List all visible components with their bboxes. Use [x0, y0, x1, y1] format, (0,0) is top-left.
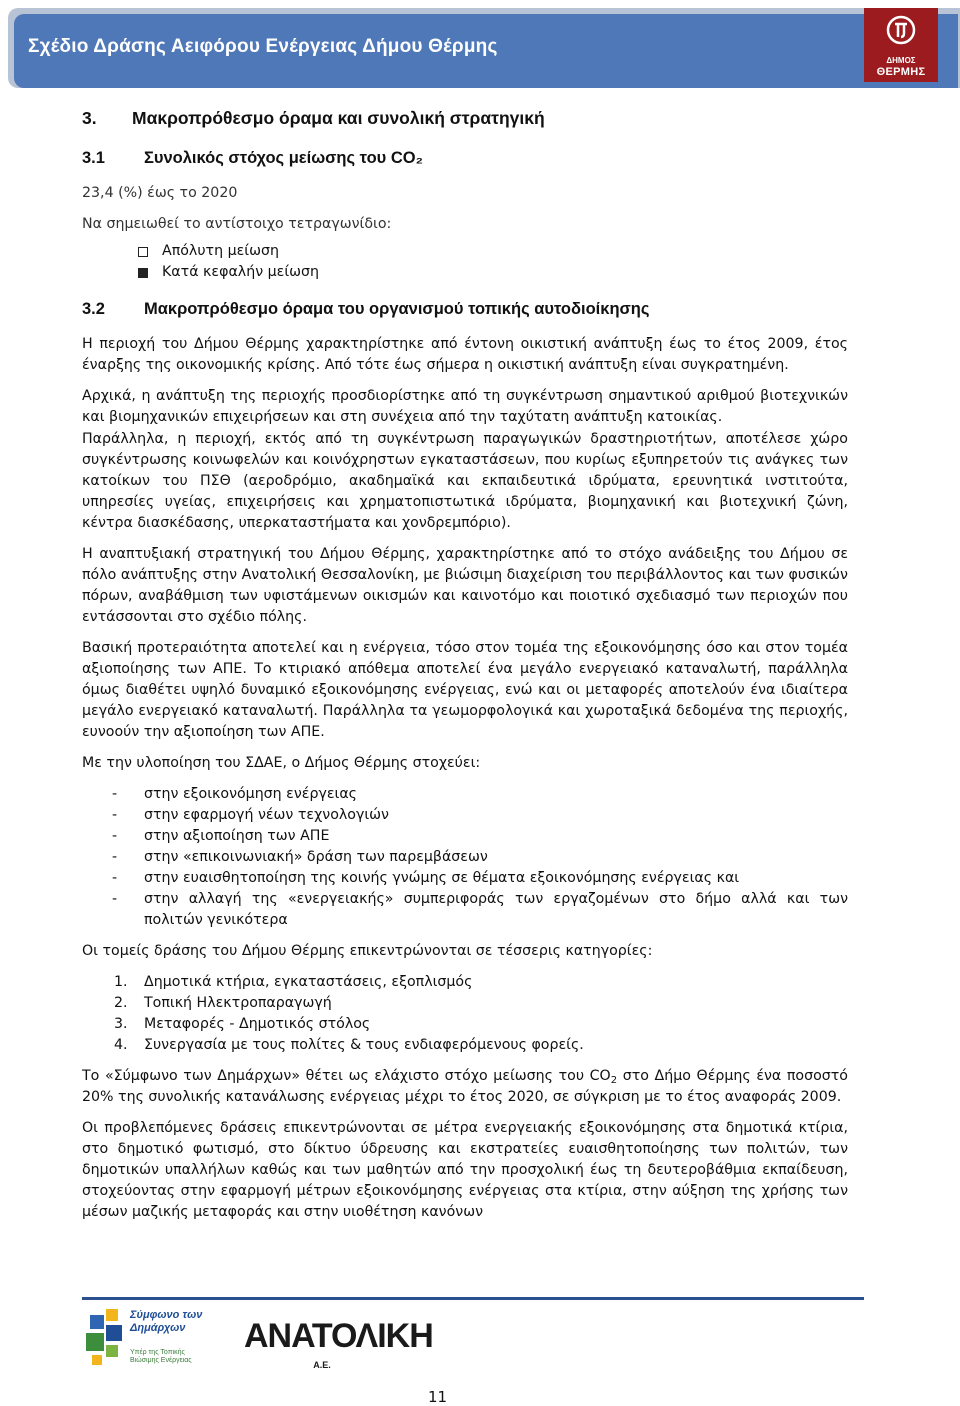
option-per-capita-reduction [82, 262, 848, 283]
list-number: 2. [114, 995, 128, 1011]
anatoliki-name: ΑΝΑΤΟΛΙΚΗ [244, 1317, 433, 1355]
list-item-text: στην αξιοποίηση των ΑΠΕ [144, 828, 330, 844]
list-item-text: Συνεργασία με τους πολίτες & τους ενδιαφερόμενους φορείς. [144, 1037, 584, 1053]
document-header-title: Σχέδιο Δράσης Αειφόρου Ενέργειας Δήμου Θέρμης [28, 36, 498, 57]
list-item [82, 826, 848, 847]
list-item-text: στην εξοικονόμηση ενέργειας [144, 786, 357, 802]
section-number: 3. [82, 108, 97, 128]
anatoliki-logo [244, 1316, 433, 1382]
list-item [82, 993, 848, 1014]
subscript-2: 2 [610, 1075, 618, 1086]
option-label: Κατά κεφαλήν μείωση [162, 264, 319, 280]
list-item [82, 847, 848, 868]
section-3-2-heading [82, 297, 848, 321]
paragraph: Οι προβλεπόμενες δράσεις επικεντρώνονται σε μέτρα ενεργειακής εξοικονόμησης στα δημοτικά κτίρια, στο δημοτικό φωτισμό, στο δίκτυο ύδρευσης και εκστρατείες ευαισθητοποίησης των πολιτών, των δημοτικών υπαλλήλων καθώς και των μαθητών από την προσχολική έως τη δευτεροβάθμια εκπαίδευση, στοχεύοντας στην εφαρμογή μέτρων εξοικονόμησης ενέργειας στα κτίρια, στην αύξηση της χρήσης των μέσων μαζικής μεταφοράς και στην υιοθέτηση κανόνων [82, 1120, 848, 1220]
covenant-name: Σύμφωνο των Δημάρχων [130, 1309, 203, 1334]
list-item [82, 889, 848, 931]
empty-checkbox-icon [138, 247, 148, 257]
list-number: 1. [114, 974, 128, 990]
dash-bullet: - [112, 828, 118, 844]
list-item [82, 1035, 848, 1056]
dash-bullet: - [112, 870, 118, 886]
paragraph: Παράλληλα, η περιοχή, εκτός από τη συγκέντρωση παραγωγικών δραστηριοτήτων, αποτέλεσε χώρο συγκέντρωσης κοινωφελών και κοινόχρηστων εγκαταστάσεων, που κυρίως εξυπηρετούν τις ανάγκες των κατοίκων του ΠΣΘ (αεροδρόμιο, ακαδημαϊκά και εκπαιδευτικά ιδρύματα, ερευνητικά ινστιτούτα, υπηρεσίες υγείας, επιχειρήσεις και χρηματοπιστωτικά ιδρύματα, βιομηχανική και βιοτεχνική ζώνη, κέντρα διασκέδασης, υπερκαταστήματα και χονδρεμπόριο). [82, 431, 848, 531]
dash-bullet: - [112, 849, 118, 865]
section-3-heading [82, 106, 848, 130]
header-bar [14, 14, 958, 88]
paragraph: Η αναπτυξιακή στρατηγική του Δήμου Θέρμης, χαρακτηρίστηκε από το στόχο ανάδειξης του Δήμου σε πόλο ανάπτυξης στην Ανατολική Θεσσαλονίκη, με βιώσιμη διαχείριση του περιβάλλοντος και των φυσικών πόρων, αναβάθμιση των υφιστάμενων οικισμών και καινοτόμο και ποιοτικό σχεδιασμό των περιοχών που εντάσσονται στο σχέδιο πόλης. [82, 546, 848, 625]
list-item-text: Δημοτικά κτήρια, εγκαταστάσεις, εξοπλισμός [144, 974, 473, 990]
dash-bullet: - [112, 891, 118, 907]
covenant-subtitle: Υπέρ της Τοπικής Βιώσιμης Ενέργειας [130, 1349, 192, 1364]
checkbox-instruction: Να σημειωθεί το αντίστοιχο τετραγωνίδιο: [82, 216, 392, 232]
municipality-logo [864, 8, 938, 82]
section-title: Μακροπρόθεσμο όραμα και συνολική στρατηγική [132, 108, 545, 128]
goals-intro: Με την υλοποίηση του ΣΔΑΕ, ο Δήμος Θέρμης στοχεύει: [82, 755, 481, 771]
list-item-text: Τοπική Ηλεκτροπαραγωγή [144, 995, 332, 1011]
list-item-text: στην ευαισθητοποίηση της κοινής γνώμης σε θέματα εξοικονόμησης ενέργειας και [144, 870, 740, 886]
covenant-of-mayors-logo [84, 1309, 214, 1387]
logo-line-2: ΘΕΡΜΗΣ [876, 66, 926, 78]
page-number: 11 [428, 1388, 448, 1406]
anatoliki-subtitle: Α.Ε. [313, 1360, 331, 1370]
dash-bullet: - [112, 786, 118, 802]
text-fragment: στο Δήμο Θέρμης ένα ποσοστό 20% της συνολικής κατανάλωσης ενέργειας μέχρι το έτος 2020, σε σύγκριση με το έτος αναφοράς 2009. [82, 1068, 848, 1105]
section-3-1-heading [82, 146, 848, 170]
paragraph: Βασική προτεραιότητα αποτελεί και η ενέργεια, τόσο στον τομέα της εξοικονόμησης όσο και στον τομέα αξιοποίησης των ΑΠΕ. Το κτιριακό απόθεμα αποτελεί ένα μεγάλο ενεργειακό καταναλωτή, παράλληλα όμως διαθέτει υψηλό δυναμικό εξοικονόμησης ενέργειας, ενώ και οι μεταφορές αποτελούν ένα ιδιαίτερα μεγάλο ενεργειακό καταναλωτή. Παράλληλα τα γεωμορφολογικά και χωροταξικά δεδομένα της περιοχής, ευνοούν την αξιοποίηση των ΑΠΕ. [82, 640, 848, 740]
list-item [82, 868, 848, 889]
list-number: 3. [114, 1016, 128, 1032]
paragraph: Η περιοχή του Δήμου Θέρμης χαρακτηρίστηκε από έντονη οικιστική ανάπτυξη έως το έτος 2009, έτος έναρξης της οικονομικής κρίσης. Από τότε έως σήμερα η οικιστική ανάπτυξη είναι συγκρατημένη. [82, 336, 848, 373]
section-title: Συνολικός στόχος μείωσης του CO₂ [144, 149, 423, 167]
list-item [82, 1014, 848, 1035]
list-item [82, 972, 848, 993]
option-label: Απόλυτη μείωση [162, 243, 279, 259]
list-item [82, 805, 848, 826]
dash-bullet: - [112, 807, 118, 823]
paragraph-covenant-target [82, 1066, 848, 1108]
section-number: 3.2 [82, 300, 105, 318]
municipality-emblem-icon [886, 15, 916, 49]
filled-checkbox-icon [138, 268, 148, 278]
list-item-text: στην εφαρμογή νέων τεχνολογιών [144, 807, 389, 823]
sectors-intro: Οι τομείς δράσης του Δήμου Θέρμης επικεντρώνονται σε τέσσερις κατηγορίες: [82, 943, 653, 959]
section-title: Μακροπρόθεσμο όραμα του οργανισμού τοπικής αυτοδιοίκησης [144, 300, 650, 318]
list-item-text: στην αλλαγή της «ενεργειακής» συμπεριφοράς των εργαζομένων στο δήμο αλλά και των πολιτών γενικότερα [144, 891, 848, 928]
header-band [8, 8, 960, 88]
page-content [82, 106, 848, 1233]
logo-line-1: ΔΗΜΟΣ [886, 56, 916, 65]
list-item-text: στην «επικοινωνιακή» δράση των παρεμβάσεων [144, 849, 488, 865]
reduction-type-options [82, 241, 848, 283]
list-item-text: Μεταφορές - Δημοτικός στόλος [144, 1016, 371, 1032]
footer-divider [82, 1297, 864, 1300]
option-absolute-reduction [82, 241, 848, 262]
section-number: 3.1 [82, 149, 105, 167]
sectors-list [82, 972, 848, 1056]
goals-list [82, 784, 848, 931]
covenant-emblem-icon [84, 1309, 128, 1371]
reduction-target: 23,4 (%) έως το 2020 [82, 185, 238, 201]
list-number: 4. [114, 1037, 128, 1053]
list-item [82, 784, 848, 805]
text-fragment: Το «Σύμφωνο των Δημάρχων» θέτει ως ελάχιστο στόχο μείωσης του CO [82, 1068, 611, 1084]
paragraph: Αρχικά, η ανάπτυξη της περιοχής προσδιορίστηκε από τη συγκέντρωση σημαντικού αριθμού βιοτεχνικών και βιομηχανικών επιχειρήσεων και στη συνέχεια από την ταχύτατη ανάπτυξη κατοικίας. [82, 388, 848, 425]
